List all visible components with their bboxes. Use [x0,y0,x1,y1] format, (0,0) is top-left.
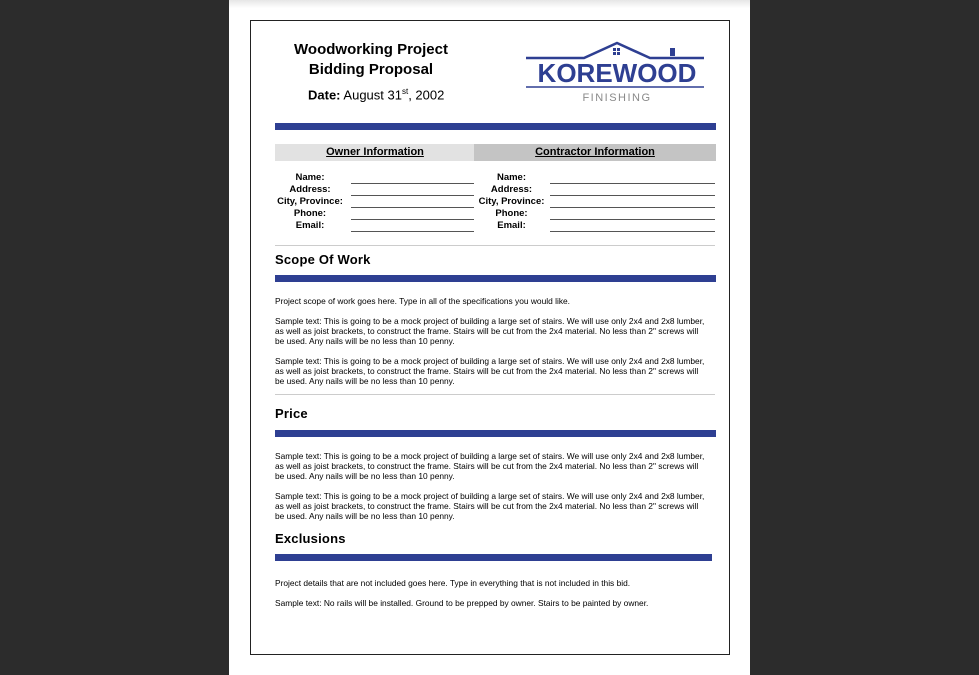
scope-title: Scope Of Work [275,252,371,267]
contractor-address-label: Address: [490,184,533,195]
title-line-1: Woodworking Project [294,41,448,58]
date-label: Date: [308,87,341,103]
owner-name-row [275,172,345,184]
info-divider [275,245,715,246]
owner-city-row [275,196,345,208]
logo-tagline: FINISHING [582,92,652,104]
title-line-2: Bidding Proposal [308,61,434,78]
contractor-city-row [474,196,549,208]
document-page [229,0,750,675]
contractor-city-label: City, Province: [478,196,545,207]
document-title [291,40,451,80]
contractor-fields [474,172,549,232]
date-suffix: st [401,87,409,96]
price-paragraph-2: Sample text: This is going to be a mock project of building a large set of stairs. We will use only 2x4 and 2x8 lumber, as well as joist brackets, to construct the frame. Stairs will be cut from the 2x4 material. No less than 2" screws will be used. Any nails will be no less than 10 penny. [275,491,705,521]
owner-info-heading: Owner Information [275,144,475,161]
scope-intro: Project scope of work goes here. Type in all of the specifications you would like. [275,296,570,306]
contractor-phone-label: Phone: [495,208,528,219]
date-year: , 2002 [408,87,445,103]
contractor-name-line [550,183,715,184]
owner-name-line [351,183,474,184]
owner-name-label: Name: [295,172,325,183]
owner-address-row [275,184,345,196]
date-month-day: August 31 [343,87,402,103]
contractor-phone-line [550,219,715,220]
exclusions-paragraph-1: Sample text: No rails will be installed. Ground to be prepped by owner. Stairs to be painted by owner. [275,598,649,608]
contractor-address-line [550,195,715,196]
owner-city-label: City, Province: [277,196,343,207]
owner-address-label: Address: [289,184,331,195]
owner-fields [275,172,345,232]
contractor-email-line [550,231,715,232]
korewood-logo [524,40,710,104]
owner-email-label: Email: [295,220,325,231]
owner-address-line [351,195,474,196]
house-roof-icon [526,43,704,58]
contractor-city-line [550,207,715,208]
owner-phone-label: Phone: [293,208,327,219]
scope-end-divider [275,394,715,395]
contractor-info-heading: Contractor Information [474,144,716,161]
scope-paragraph-2: Sample text: This is going to be a mock project of building a large set of stairs. We will use only 2x4 and 2x8 lumber, as well as joist brackets, to construct the frame. Stairs will be cut from the 2x4 material. No less than 2" screws will be used. Any nails will be no less than 10 penny. [275,356,705,386]
contractor-name-label: Name: [496,172,527,183]
document-date [308,87,444,102]
owner-phone-row [275,208,345,220]
price-divider-bar [275,430,716,437]
logo-brand: KOREWOOD [537,58,697,88]
contractor-email-row [474,220,549,232]
owner-email-row [275,220,345,232]
price-paragraph-1: Sample text: This is going to be a mock project of building a large set of stairs. We will use only 2x4 and 2x8 lumber, as well as joist brackets, to construct the frame. Stairs will be cut from the 2x4 material. No less than 2" screws will be used. Any nails will be no less than 10 penny. [275,451,705,481]
scope-paragraph-1: Sample text: This is going to be a mock project of building a large set of stairs. We will use only 2x4 and 2x8 lumber, as well as joist brackets, to construct the frame. Stairs will be cut from the 2x4 material. No less than 2" screws will be used. Any nails will be no less than 10 penny. [275,316,705,346]
exclusions-divider-bar [275,554,712,561]
header-divider-bar [275,123,716,130]
contractor-phone-row [474,208,549,220]
contractor-name-row [474,172,549,184]
page-top-shadow [229,0,750,8]
exclusions-title: Exclusions [275,531,346,546]
contractor-address-row [474,184,549,196]
owner-city-line [351,207,474,208]
contractor-email-label: Email: [497,220,526,231]
scope-divider-bar [275,275,716,282]
price-title: Price [275,406,308,421]
owner-email-line [351,231,474,232]
exclusions-intro: Project details that are not included goes here. Type in everything that is not included in this bid. [275,578,631,588]
owner-phone-line [351,219,474,220]
